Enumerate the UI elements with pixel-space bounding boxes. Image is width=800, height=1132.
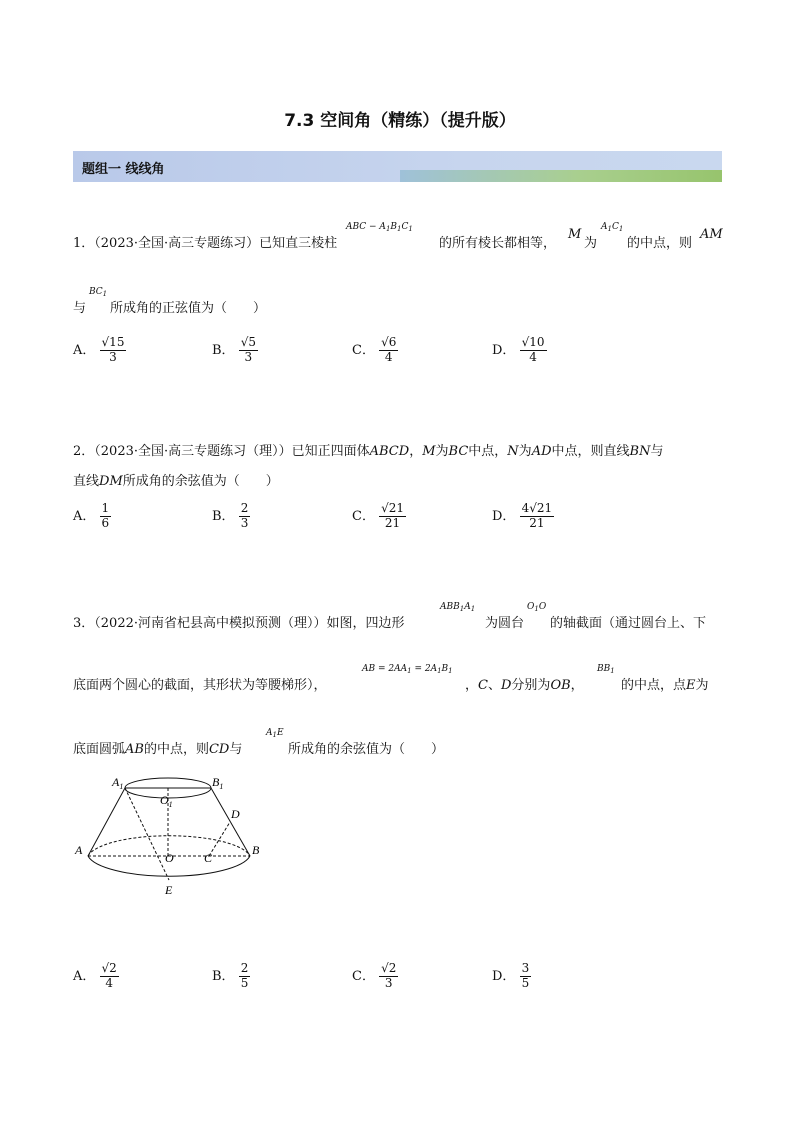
- q3-line-2-d: [621, 674, 709, 693]
- frac-den: 3: [239, 350, 258, 365]
- q2-option-d: [492, 502, 554, 531]
- q1-wei: 为: [584, 236, 598, 251]
- question-2-line-1: [73, 440, 663, 459]
- q3-line-2-b: [465, 674, 584, 693]
- option-label: A．: [73, 342, 96, 358]
- fraction: [520, 962, 532, 991]
- q1-sub: 1: [618, 225, 624, 233]
- q2-option-a: [73, 502, 111, 531]
- q2-dm: DM: [99, 474, 123, 489]
- label-a1: $A_1$: [112, 775, 124, 791]
- q3-eq: B: [441, 664, 449, 674]
- q3-abb: ABB: [440, 602, 460, 612]
- q3-bb1: [597, 664, 615, 675]
- q3-o: O: [538, 602, 547, 612]
- q1-a1c1: [601, 222, 623, 233]
- section-banner-stripe: [400, 170, 722, 182]
- option-label: B．: [212, 508, 235, 524]
- q3-ob: OB: [550, 678, 571, 693]
- q2-abcd: ABCD: [369, 444, 410, 459]
- frac-den: 6: [101, 515, 110, 530]
- option-label: A．: [73, 968, 96, 984]
- q3-o1o: [527, 602, 546, 613]
- question-3-line-3: [73, 738, 242, 757]
- label-b1: $B_1$: [212, 775, 224, 791]
- q1-sub: 1: [607, 225, 612, 233]
- q2-bn: BN: [629, 444, 651, 459]
- q3-text: 为: [695, 678, 709, 693]
- q3-equation: [362, 664, 453, 675]
- question-1-line-1: [73, 232, 337, 251]
- frac-num: √21: [381, 501, 405, 515]
- frac-num: 4√21: [521, 501, 553, 515]
- label-b: B: [252, 843, 260, 857]
- frac-den: 4: [520, 350, 547, 365]
- q1-option-a: [73, 336, 126, 365]
- q1-point-m: M: [568, 227, 582, 242]
- q1-sub: 1: [408, 225, 413, 233]
- q3-eq: = 2A: [411, 664, 438, 674]
- q2-option-b: [212, 502, 250, 531]
- fraction: [239, 502, 251, 531]
- q1-prism-b: B: [390, 222, 398, 232]
- q3-sub: 1: [534, 605, 539, 613]
- q3-sub: 1: [610, 667, 615, 675]
- q3-option-d: [492, 962, 531, 991]
- q1-option-d: [492, 336, 547, 365]
- q1-prism-notation: [346, 222, 413, 233]
- question-3-line-2: 底面两个圆心的截面，其形状为等腰梯形），: [73, 678, 327, 693]
- q3-o: O: [527, 602, 535, 612]
- q3-abb1a1: [440, 602, 475, 613]
- q1-text: 1．（2023·全国·高三专题练习）已知直三棱柱: [73, 236, 338, 251]
- frac-num: √6: [381, 335, 397, 349]
- q3-a: A: [266, 728, 273, 738]
- fraction: [379, 336, 398, 365]
- label-e: E: [165, 883, 173, 897]
- option-label: B．: [212, 968, 235, 984]
- option-label: C．: [352, 968, 375, 984]
- q3-text: 底面圆弧: [73, 742, 126, 757]
- q2-bc: BC: [448, 444, 469, 459]
- q1-sub: 1: [397, 225, 402, 233]
- option-label: C．: [352, 342, 375, 358]
- question-3-line-1: 3．（2022·河南省杞县高中模拟预测（理））如图，四边形: [73, 616, 405, 631]
- q3-c: C: [478, 678, 488, 693]
- q3-line-3-c: 所成角的余弦值为（ ）: [288, 742, 445, 757]
- fraction: [100, 502, 112, 531]
- q1-bc1: [89, 287, 107, 298]
- fraction: [239, 962, 251, 991]
- frac-den: 21: [520, 516, 555, 531]
- q3-cd: CD: [208, 742, 230, 757]
- option-label: D．: [492, 342, 516, 358]
- frac-num: √15: [101, 335, 125, 349]
- frac-num: √10: [521, 335, 545, 349]
- q1-c: C: [611, 222, 619, 232]
- q3-eq: AB = 2AA: [362, 664, 408, 674]
- fraction: [100, 962, 119, 991]
- frac-num: 1: [101, 501, 110, 515]
- frac-den: 3: [240, 515, 249, 530]
- q2-midpoint: 中点，: [468, 444, 508, 459]
- frac-den: 3: [379, 976, 398, 991]
- fraction: [520, 502, 555, 531]
- q2-midpoint-then: 中点，则直线: [551, 444, 630, 459]
- q3-line-1-c: 的轴截面（通过圆台上、下: [550, 616, 707, 631]
- q3-line-1-b: 为圆台: [485, 616, 525, 631]
- q3-dun: 、: [487, 678, 501, 693]
- option-label: D．: [492, 508, 516, 524]
- q2-wei: 为: [518, 444, 532, 459]
- fraction: [379, 962, 398, 991]
- q3-sub: 1: [448, 667, 453, 675]
- q3-a1e: [266, 728, 284, 739]
- q3-bb: BB: [597, 664, 611, 674]
- question-2-line-2: [73, 470, 279, 489]
- q2-text: 所成角的余弦值为（ ）: [122, 474, 279, 489]
- label-d: D: [231, 807, 240, 821]
- fraction: [379, 502, 406, 531]
- q1-sub: 1: [385, 225, 391, 233]
- frac-den: 3: [100, 350, 127, 365]
- q1-sub: 1: [102, 290, 108, 298]
- q3-text: 的中点，则: [143, 742, 209, 757]
- q3-sub: 1: [470, 605, 476, 613]
- frac-num: 2: [240, 961, 249, 975]
- q3-option-b: [212, 962, 250, 991]
- frac-den: 4: [379, 350, 398, 365]
- q1-option-c: [352, 336, 398, 365]
- q3-text: 的中点，点: [621, 678, 687, 693]
- q3-d: D: [500, 678, 512, 693]
- frac-num: 2: [240, 501, 249, 515]
- q3-option-c: [352, 962, 398, 991]
- q3-e: E: [276, 728, 284, 738]
- q3-text: 分别为: [511, 678, 551, 693]
- option-label: B．: [212, 342, 235, 358]
- q3-option-a: [73, 962, 119, 991]
- label-c: C: [204, 851, 213, 865]
- segment-cd: [209, 822, 230, 856]
- frac-num: √2: [381, 961, 397, 975]
- q1-am: AM: [700, 227, 723, 242]
- q1-line-2-start: 与: [73, 301, 87, 316]
- q2-comma: ，: [409, 444, 423, 459]
- q3-ab: AB: [125, 742, 144, 757]
- option-label: A．: [73, 508, 96, 524]
- fraction: [239, 336, 258, 365]
- fraction: [520, 336, 547, 365]
- q3-a: A: [464, 602, 471, 612]
- q2-yu: 与: [650, 444, 664, 459]
- frac-den: 5: [240, 975, 249, 990]
- q3-sub: 1: [407, 667, 412, 675]
- frac-num: √5: [240, 335, 256, 349]
- fraction: [100, 336, 127, 365]
- label-o1: $O_1$: [160, 793, 173, 809]
- q3-sub: 1: [272, 731, 277, 739]
- option-label: D．: [492, 968, 516, 984]
- q1-bc: BC: [89, 287, 103, 297]
- frac-den: 5: [521, 975, 530, 990]
- frac-num: √2: [101, 961, 117, 975]
- label-a: A: [75, 843, 83, 857]
- q2-m: M: [422, 444, 436, 459]
- q2-ad: AD: [531, 444, 552, 459]
- page-title: 7.3 空间角（精练）（提升版）: [284, 111, 516, 131]
- frac-num: 3: [521, 961, 530, 975]
- q1-prism-c: C: [401, 222, 409, 232]
- q1-line-1-mid: 的所有棱长都相等，: [439, 236, 557, 251]
- q3-sub: 1: [437, 667, 442, 675]
- q3-comma: ，: [570, 678, 584, 693]
- q3-text: ，: [465, 678, 479, 693]
- frac-den: 4: [100, 976, 119, 991]
- q3-sub: 1: [459, 605, 465, 613]
- q2-n: N: [507, 444, 519, 459]
- q2-text: 直线: [73, 474, 100, 489]
- option-label: C．: [352, 508, 375, 524]
- q1-line-2-end: 所成角的正弦值为（ ）: [110, 301, 267, 316]
- q2-text: 2．（2023·全国·高三专题练习（理））已知正四面体: [73, 444, 370, 459]
- q3-e: E: [686, 678, 696, 693]
- edge-a1a: [88, 788, 125, 856]
- q3-yu: 与: [229, 742, 243, 757]
- q1-prism-label: ABC − A: [346, 222, 386, 232]
- q1-line-1-end: 的中点，则: [627, 236, 693, 251]
- section-heading: 题组一 线线角: [82, 162, 165, 177]
- q1-a: A: [601, 222, 608, 232]
- edge-b1b: [211, 788, 250, 856]
- q2-option-c: [352, 502, 406, 531]
- label-o: O: [165, 851, 174, 865]
- frac-den: 21: [379, 516, 406, 531]
- q1-option-b: [212, 336, 258, 365]
- q2-wei: 为: [435, 444, 449, 459]
- frustum-figure: [70, 772, 270, 902]
